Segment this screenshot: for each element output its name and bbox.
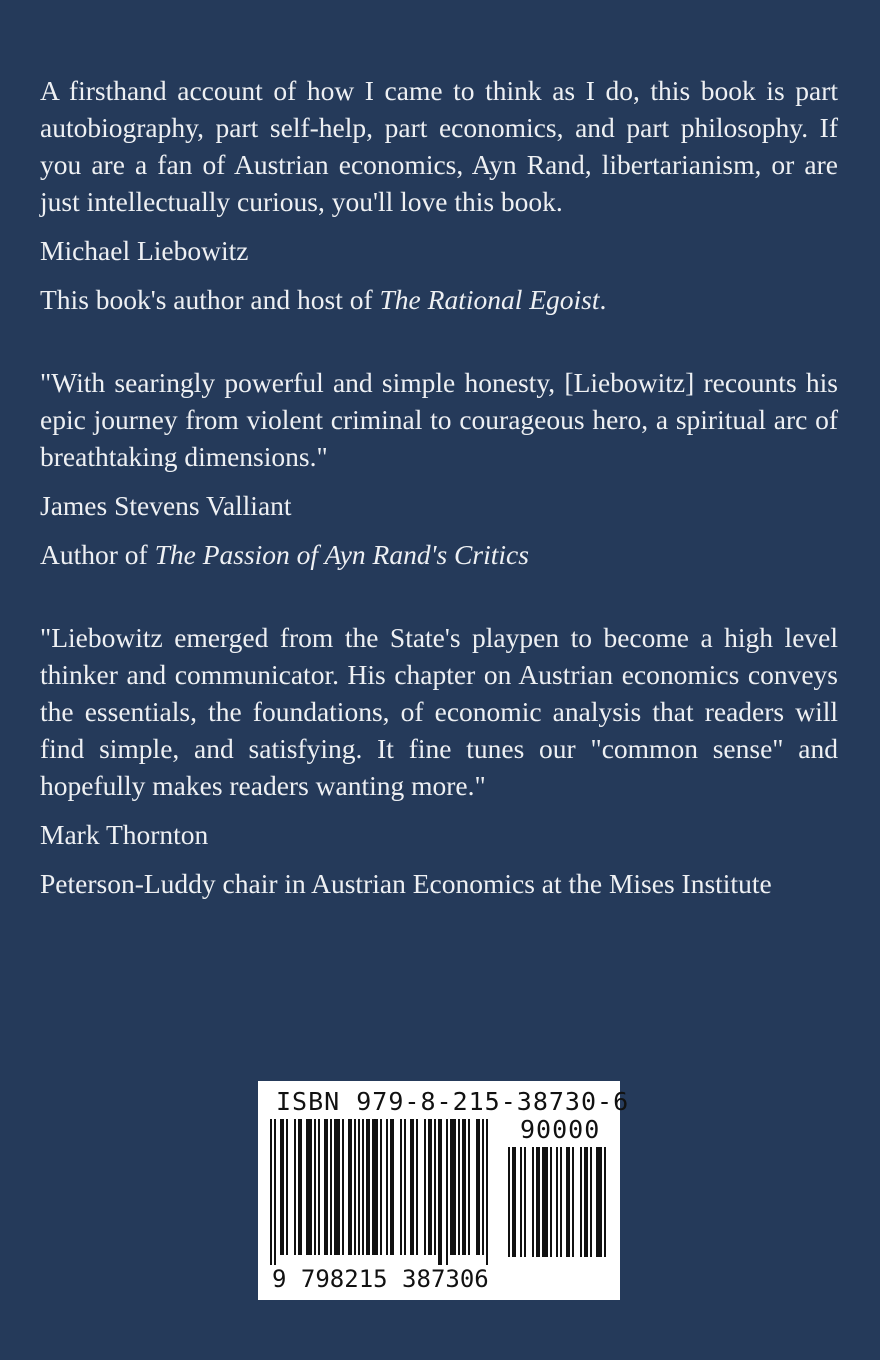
barcode-bar	[556, 1147, 558, 1257]
barcode-bar	[486, 1119, 488, 1265]
barcode-bar	[324, 1119, 328, 1255]
blurb-role-prefix-2: Author of	[40, 539, 155, 570]
barcode-bar	[572, 1147, 574, 1257]
blurb-column	[40, 72, 838, 902]
blurb-role-prefix-1: This book's author and host of	[40, 284, 380, 315]
barcode-bar	[380, 1119, 382, 1255]
barcode-bar	[286, 1119, 288, 1255]
barcode-bar	[438, 1119, 442, 1265]
barcode-bar	[560, 1147, 562, 1257]
barcode-bar	[446, 1119, 448, 1265]
blurb-role-2	[40, 536, 838, 573]
barcode-bar	[428, 1119, 432, 1255]
barcode-bar	[424, 1119, 426, 1255]
blurb-attribution-2: James Stevens Valliant	[40, 490, 292, 521]
barcode-bar	[306, 1119, 312, 1255]
barcode-bar	[596, 1147, 602, 1257]
barcode-bar	[348, 1119, 352, 1255]
ean-barcode-bars	[270, 1119, 500, 1269]
barcode-bar	[536, 1147, 540, 1257]
blurb-quote-1: A firsthand account of how I came to think as I do, this book is part autobiography, part self-help, part economics, and part philosophy. If you are a fan of Austrian economics, Ayn Rand, libertarianism, or are just intellectually curious, you'll love this book.	[40, 75, 838, 217]
barcode-bar	[390, 1119, 394, 1255]
barcode-bar	[294, 1119, 296, 1255]
barcode-bar	[508, 1147, 510, 1257]
barcode-bar	[386, 1119, 388, 1255]
barcode-bar	[330, 1119, 332, 1255]
barcode-bar	[274, 1119, 276, 1265]
addon-barcode-bars	[508, 1147, 608, 1263]
barcode-bar	[270, 1119, 272, 1265]
barcode-bar	[482, 1119, 484, 1255]
barcode-bar	[604, 1147, 606, 1257]
barcode-bar	[342, 1119, 344, 1255]
blurb-quote-2: "With searingly powerful and simple honesty, [Liebowitz] recounts his epic journey from violent criminal to courageous hero, a spiritual arc of breathtaking dimensions."	[40, 367, 838, 472]
barcode-bar	[580, 1147, 582, 1257]
barcode-bar	[590, 1147, 592, 1257]
barcode-bar	[280, 1119, 284, 1255]
barcode-bar	[458, 1119, 460, 1255]
isbn-label: ISBN 979-8-215-38730-6	[276, 1087, 630, 1116]
barcode-bar	[550, 1147, 552, 1257]
blurb-role-title-2: The Passion of Ayn Rand's Critics	[154, 539, 529, 570]
barcode-bar	[298, 1119, 302, 1255]
barcode-bar	[404, 1119, 406, 1255]
barcode-bar	[566, 1147, 570, 1257]
barcode-bar	[450, 1119, 456, 1255]
barcode-bar	[520, 1147, 522, 1257]
barcode-bar	[542, 1147, 548, 1257]
blurb-role-3: Peterson-Luddy chair in Austrian Economics at the Mises Institute	[40, 868, 772, 899]
blurb-role-title-1: The Rational Egoist	[379, 284, 600, 315]
barcode-bar	[410, 1119, 414, 1255]
barcode-bar	[532, 1147, 534, 1257]
barcode-bar	[314, 1119, 316, 1255]
ean-digits: 9 798215 387306	[272, 1265, 489, 1293]
barcode-bar	[468, 1119, 470, 1255]
barcode-bar	[462, 1119, 466, 1255]
barcode-bar	[416, 1119, 418, 1255]
barcode-bar	[354, 1119, 356, 1255]
barcode-bar	[358, 1119, 360, 1255]
barcode-bar	[362, 1119, 364, 1255]
barcode-bar	[400, 1119, 402, 1255]
blurb-role-suffix-1: .	[599, 284, 607, 315]
barcode-bar	[318, 1119, 320, 1255]
barcode-bar	[524, 1147, 526, 1257]
barcode-bar	[372, 1119, 378, 1255]
blurb-attribution-1: Michael Liebowitz	[40, 235, 249, 266]
barcode-bar	[434, 1119, 436, 1255]
barcode-bar	[334, 1119, 340, 1255]
barcode-bar	[476, 1119, 480, 1255]
barcode-bar	[512, 1147, 516, 1257]
blurb-quote-3: "Liebowitz emerged from the State's playpen to become a high level thinker and communicator. His chapter on Austrian economics conveys the essentials, the foundations, of economic analysis that readers will find simple, and satisfying. It fine tunes our "common sense" and hopefully makes readers wanting more."	[40, 622, 838, 801]
blurb-role-1	[40, 281, 838, 318]
barcode-bar	[366, 1119, 370, 1255]
addon-code: 90000	[520, 1115, 601, 1144]
barcode-bar	[584, 1147, 588, 1257]
blurb-attribution-3: Mark Thornton	[40, 819, 209, 850]
isbn-barcode	[258, 1081, 630, 1300]
